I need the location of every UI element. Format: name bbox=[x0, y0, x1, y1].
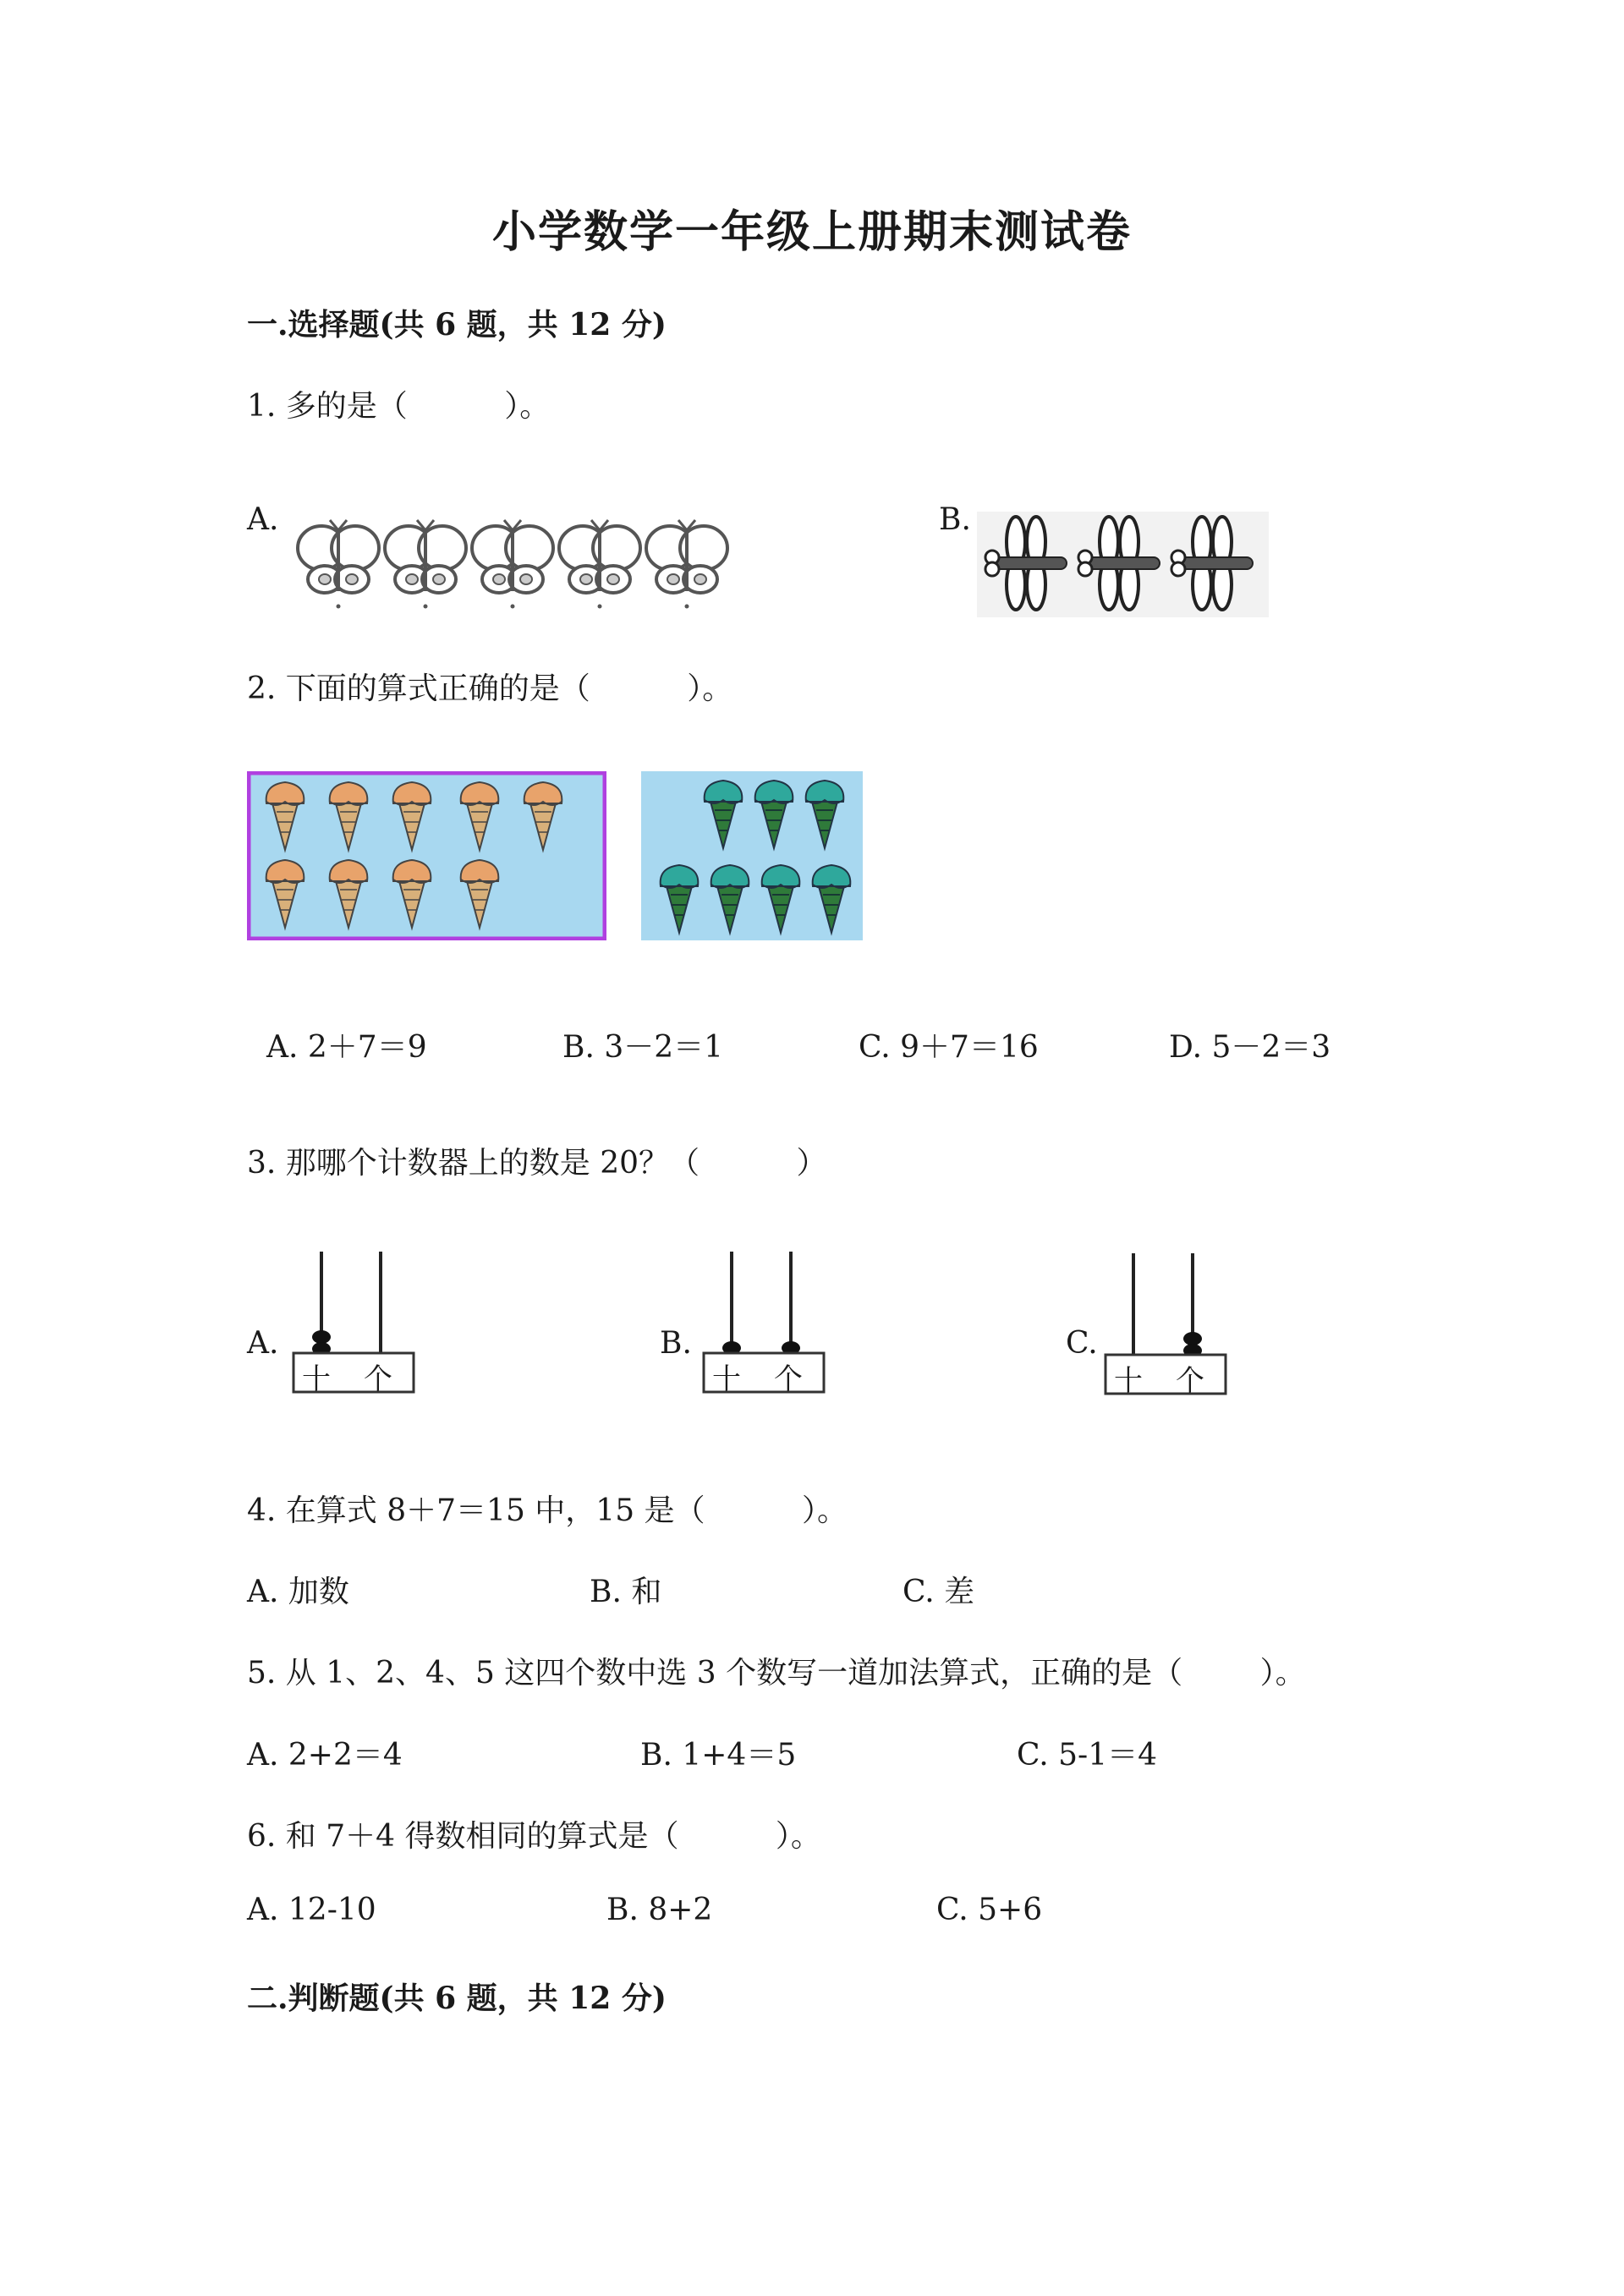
q3-a-tens-label: 十 bbox=[302, 1362, 331, 1396]
q3-c-ones-label: 个 bbox=[1176, 1364, 1204, 1398]
q3-option-a-label: A. bbox=[247, 1326, 279, 1361]
q6-option-a[interactable]: A. 12-10 bbox=[247, 1893, 376, 1927]
q3-c-tens-label: 十 bbox=[1114, 1364, 1143, 1398]
q1-option-a-image[interactable] bbox=[292, 512, 740, 617]
dragonfly-group bbox=[977, 512, 1269, 617]
question-4: 4. 在算式 8＋7＝15 中，15 是（ ）。 bbox=[247, 1493, 848, 1528]
q3-a-ones-label: 个 bbox=[364, 1362, 392, 1396]
q2-orange-ice-cream-panel bbox=[247, 771, 606, 940]
q1-option-a-label: A. bbox=[247, 502, 279, 537]
q2-option-c[interactable]: C. 9＋7＝16 bbox=[859, 1030, 1039, 1065]
q5-option-c[interactable]: C. 5-1＝4 bbox=[1017, 1738, 1158, 1773]
q3-b-ones-label: 个 bbox=[774, 1362, 803, 1396]
q4-option-a[interactable]: A. 加数 bbox=[247, 1575, 349, 1609]
question-6: 6. 和 7＋4 得数相同的算式是（ ）。 bbox=[247, 1819, 821, 1854]
q4-option-b[interactable]: B. 和 bbox=[590, 1575, 662, 1609]
q3-option-b-label: B. bbox=[660, 1326, 692, 1361]
q2-option-b[interactable]: B. 3－2＝1 bbox=[562, 1030, 724, 1065]
q2-teal-ice-cream-panel bbox=[641, 771, 863, 940]
question-5: 5. 从 1、2、4、5 这四个数中选 3 个数写一道加法算式，正确的是（ ）。 bbox=[247, 1656, 1306, 1690]
q4-option-c[interactable]: C. 差 bbox=[903, 1575, 975, 1609]
section-heading-judgment: 二.判断题(共 6 题，共 12 分) bbox=[247, 1981, 667, 2016]
q5-option-b[interactable]: B. 1+4＝5 bbox=[640, 1738, 797, 1773]
question-2: 2. 下面的算式正确的是（ ）。 bbox=[247, 671, 733, 706]
q2-option-a[interactable]: A. 2＋7＝9 bbox=[266, 1030, 427, 1065]
q1-option-b-label: B. bbox=[939, 502, 971, 537]
q6-option-c[interactable]: C. 5+6 bbox=[936, 1893, 1043, 1927]
q3-b-tens-label: 十 bbox=[712, 1362, 741, 1396]
section-heading-choice: 一.选择题(共 6 题，共 12 分) bbox=[247, 307, 667, 342]
q1-option-b-image[interactable] bbox=[977, 512, 1269, 617]
q5-option-a[interactable]: A. 2+2＝4 bbox=[247, 1738, 403, 1773]
q2-option-d[interactable]: D. 5－2＝3 bbox=[1169, 1030, 1331, 1065]
q3-option-c-label: C. bbox=[1066, 1326, 1098, 1361]
question-1: 1. 多的是（ ）。 bbox=[247, 389, 551, 424]
question-3: 3. 那哪个计数器上的数是 20？（ ） bbox=[247, 1146, 827, 1181]
butterfly-group bbox=[292, 512, 740, 617]
page-title: 小学数学一年级上册期末测试卷 bbox=[491, 206, 1132, 258]
q6-option-b[interactable]: B. 8+2 bbox=[606, 1893, 713, 1927]
